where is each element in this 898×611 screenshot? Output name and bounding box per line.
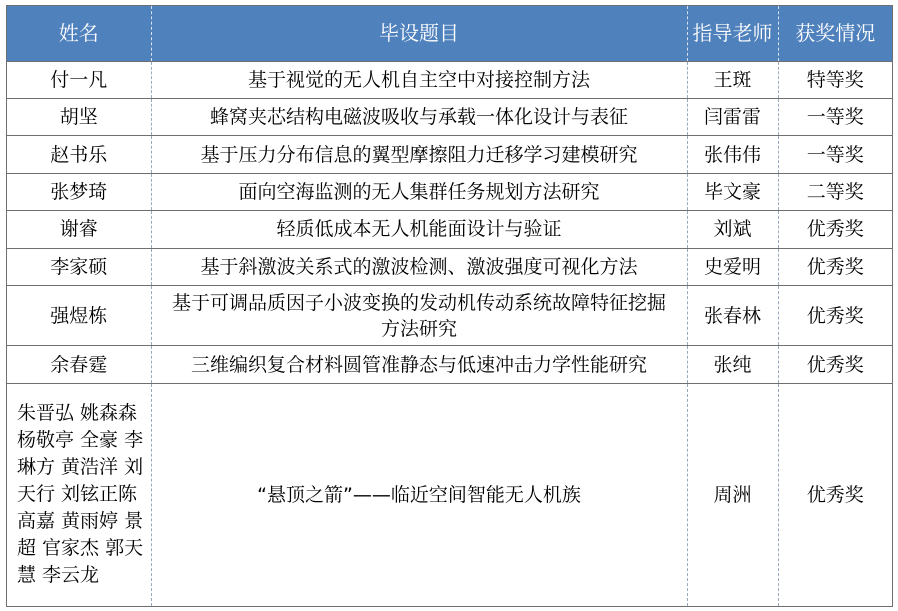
cell-award: 一等奖 <box>778 98 892 135</box>
cell-award: 优秀奖 <box>806 483 864 506</box>
table-row <box>7 248 892 285</box>
header-name: 姓名 <box>7 6 151 61</box>
cell-advisor: 王斑 <box>687 61 778 98</box>
cell-name: 付一凡 <box>7 61 151 98</box>
cell-advisor: 毕文豪 <box>687 173 778 210</box>
cell-topic: 蜂窝夹芯结构电磁波吸收与承载一体化设计与表征 <box>151 98 687 135</box>
cell-advisor: 周洲 <box>687 383 778 606</box>
cell-advisor: 张春林 <box>687 286 778 346</box>
table-row <box>7 211 892 248</box>
cell-award: 优秀奖 <box>778 211 892 248</box>
cell-topic: 基于可调品质因子小波变换的发动机传动系统故障特征挖掘方法研究 <box>151 286 687 346</box>
cell-topic: 轻质低成本无人机能面设计与验证 <box>151 211 687 248</box>
cell-topic: 面向空海监测的无人集群任务规划方法研究 <box>151 173 687 210</box>
cell-name: 胡坚 <box>7 98 151 135</box>
header-award: 获奖情况 <box>778 6 892 61</box>
cell-name: 余春霆 <box>7 346 151 383</box>
table-row <box>7 61 892 98</box>
award-table <box>7 6 892 606</box>
table-row <box>7 286 892 346</box>
cell-award: 优秀奖 <box>778 286 892 346</box>
cell-award: 特等奖 <box>778 61 892 98</box>
table-row <box>7 98 892 135</box>
cell-name: 谢睿 <box>7 211 151 248</box>
table-row <box>7 136 892 173</box>
cell-topic: 三维编织复合材料圆管准静态与低速冲击力学性能研究 <box>151 346 687 383</box>
cell-award: 优秀奖 <box>778 248 892 285</box>
cell-topic: 基于视觉的无人机自主空中对接控制方法 <box>151 61 687 98</box>
cell-advisor: 张纯 <box>687 346 778 383</box>
cell-award: 优秀奖 <box>778 346 892 383</box>
cell-award: 一等奖 <box>778 136 892 173</box>
cell-name: 强煜栋 <box>7 286 151 346</box>
table-header-row <box>7 6 892 61</box>
cell-advisor: 张伟伟 <box>687 136 778 173</box>
table-row <box>7 173 892 210</box>
cell-award: 二等奖 <box>778 173 892 210</box>
cell-team-names: 朱晋弘 姚森森 杨敬亭 全豪 李琳方 黄浩洋 刘天行 刘铉正陈高嘉 黄雨婷 景超 官家杰 郭天慧 李云龙 <box>7 383 151 606</box>
cell-topic: 基于斜激波关系式的激波检测、激波强度可视化方法 <box>151 248 687 285</box>
award-table-frame <box>6 5 893 607</box>
header-advisor: 指导老师 <box>687 6 778 61</box>
cell-name: 李家硕 <box>7 248 151 285</box>
cell-advisor: 史爱明 <box>687 248 778 285</box>
cell-name: 张梦琦 <box>7 173 151 210</box>
cell-advisor: 刘斌 <box>687 211 778 248</box>
cell-name: 赵书乐 <box>7 136 151 173</box>
table-row <box>7 346 892 383</box>
header-topic: 毕设题目 <box>151 6 687 61</box>
cell-advisor: 闫雷雷 <box>687 98 778 135</box>
cell-topic: 基于压力分布信息的翼型摩擦阻力迁移学习建模研究 <box>151 136 687 173</box>
table-row <box>7 383 892 606</box>
cell-topic: “悬顶之箭”——临近空间智能无人机族 <box>151 383 687 606</box>
